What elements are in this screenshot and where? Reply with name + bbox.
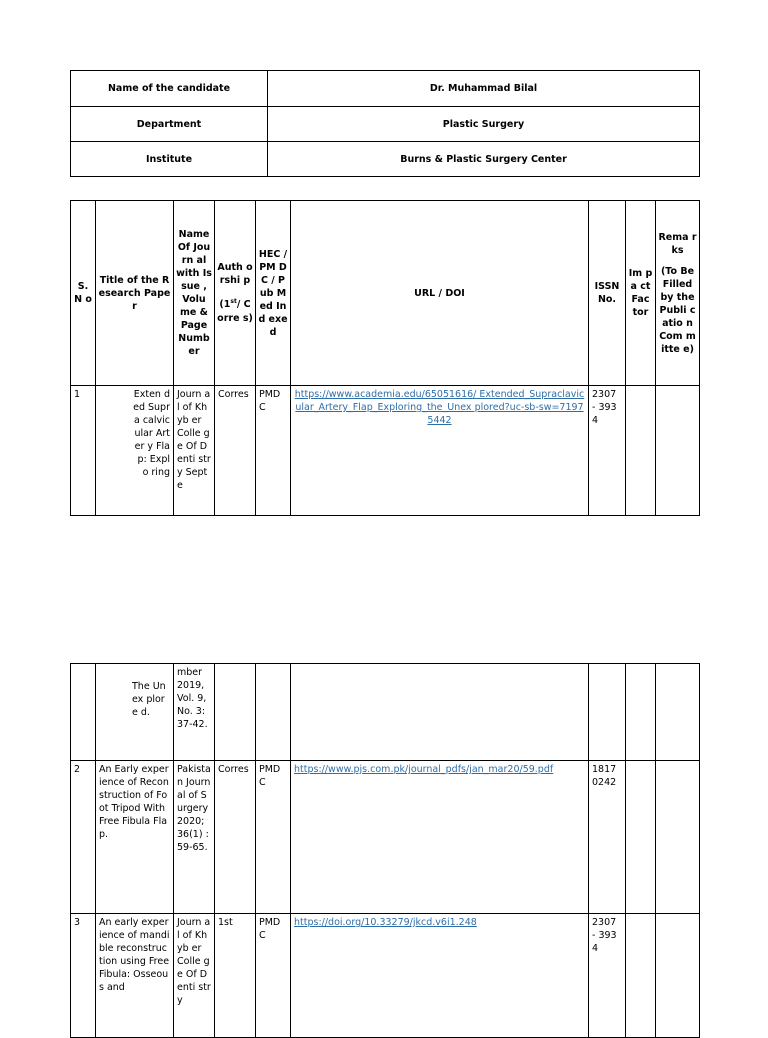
cell-title: An Early experience of Reconstruction of Foot Tripod With Free Fibula Flap. bbox=[96, 761, 174, 914]
cell-sno: 3 bbox=[71, 914, 96, 1038]
cell-hec: PMD C bbox=[256, 761, 291, 914]
cell-impact bbox=[626, 664, 656, 761]
cell-issn bbox=[589, 664, 626, 761]
cell-title: An early experience of mandible reconstruction using Free Fibula: Osseous and bbox=[96, 914, 174, 1038]
cell-url bbox=[291, 664, 589, 761]
header-title: Title of the Research Paper bbox=[96, 201, 174, 386]
cell-remarks bbox=[656, 914, 700, 1038]
cell-authorship: Corres bbox=[215, 761, 256, 914]
cell-url bbox=[291, 914, 589, 1038]
cell-issn: 2307 - 3934 bbox=[589, 386, 626, 516]
authorship-note-sup: st bbox=[230, 298, 237, 306]
header-remarks bbox=[656, 201, 700, 386]
header-hec: HEC / PM DC / Pub Med Ind exe d bbox=[256, 201, 291, 386]
cell-issn: 2307 - 3934 bbox=[589, 914, 626, 1038]
url-link[interactable]: https://www.academia.edu/65051616/ Extended_Supraclavicular_Artery_Flap_Exploring_the_Unex plored?uc-sb-sw=71975442 bbox=[294, 389, 585, 426]
cell-url bbox=[291, 386, 589, 516]
cell-hec: PMD C bbox=[256, 914, 291, 1038]
cell-hec: PMD C bbox=[256, 386, 291, 516]
authorship-note-post: / Corre s) bbox=[217, 299, 253, 324]
cell-sno bbox=[71, 664, 96, 761]
url-link[interactable]: https://www.pjs.com.pk/journal_pdfs/jan_mar20/59.pdf bbox=[294, 764, 554, 775]
candidate-info-table bbox=[70, 70, 700, 177]
table-row bbox=[71, 386, 700, 516]
info-row-name bbox=[71, 71, 700, 107]
header-authorship bbox=[215, 201, 256, 386]
research-table-continued bbox=[70, 663, 700, 1038]
info-label: Department bbox=[71, 107, 268, 142]
cell-journal: Pakistan Journal of Surgery 2020; 36(1) :59-65. bbox=[174, 761, 215, 914]
table-row bbox=[71, 761, 700, 914]
cell-journal: Journ al of Khyb er Colle ge Of Denti stry Septe bbox=[174, 386, 215, 516]
header-url: URL / DOI bbox=[291, 201, 589, 386]
cell-authorship: 1st bbox=[215, 914, 256, 1038]
cell-journal: Journ al of Khyb er Colle ge Of Denti stry bbox=[174, 914, 215, 1038]
cell-issn: 1817 0242 bbox=[589, 761, 626, 914]
cell-impact bbox=[626, 386, 656, 516]
cell-hec bbox=[256, 664, 291, 761]
info-value: Dr. Muhammad Bilal bbox=[268, 71, 700, 107]
cell-title: The Unex plore d. bbox=[96, 664, 174, 761]
info-row-institute bbox=[71, 142, 700, 177]
header-journal: Name Of Journ al with Issue , Volu me & Page Numb er bbox=[174, 201, 215, 386]
table-header-row bbox=[71, 201, 700, 386]
table-row-continued bbox=[71, 664, 700, 761]
info-value: Burns & Plastic Surgery Center bbox=[268, 142, 700, 177]
cell-remarks bbox=[656, 664, 700, 761]
header-sno: S. N o bbox=[71, 201, 96, 386]
info-value: Plastic Surgery bbox=[268, 107, 700, 142]
authorship-note-pre: (1 bbox=[219, 299, 231, 311]
table-row bbox=[71, 914, 700, 1038]
cell-remarks bbox=[656, 761, 700, 914]
cell-authorship bbox=[215, 664, 256, 761]
cell-impact bbox=[626, 914, 656, 1038]
cell-sno: 1 bbox=[71, 386, 96, 516]
cell-impact bbox=[626, 761, 656, 914]
info-label: Institute bbox=[71, 142, 268, 177]
cell-title: Exten ded Supra calvic ular Arter y Flap: Explo ring bbox=[96, 386, 174, 516]
header-remarks-note: (To Be Filled by the Publi catio n Com mitte e) bbox=[659, 265, 696, 355]
cell-authorship: Corres bbox=[215, 386, 256, 516]
info-row-department bbox=[71, 107, 700, 142]
url-link[interactable]: https://doi.org/10.33279/jkcd.v6i1.248 bbox=[294, 917, 477, 928]
research-table bbox=[70, 200, 700, 516]
cell-sno: 2 bbox=[71, 761, 96, 914]
header-authorship-note bbox=[217, 295, 253, 324]
header-impact: Im pa ct Fac tor bbox=[626, 201, 656, 386]
cell-remarks bbox=[656, 386, 700, 516]
header-remarks-main: Rema rks bbox=[658, 231, 697, 256]
header-authorship-main: Auth orshi p bbox=[217, 262, 253, 287]
header-issn: ISSN No. bbox=[589, 201, 626, 386]
info-label: Name of the candidate bbox=[71, 71, 268, 107]
cell-journal: mber 2019, Vol. 9, No. 3: 37-42. bbox=[174, 664, 215, 761]
cell-url bbox=[291, 761, 589, 914]
